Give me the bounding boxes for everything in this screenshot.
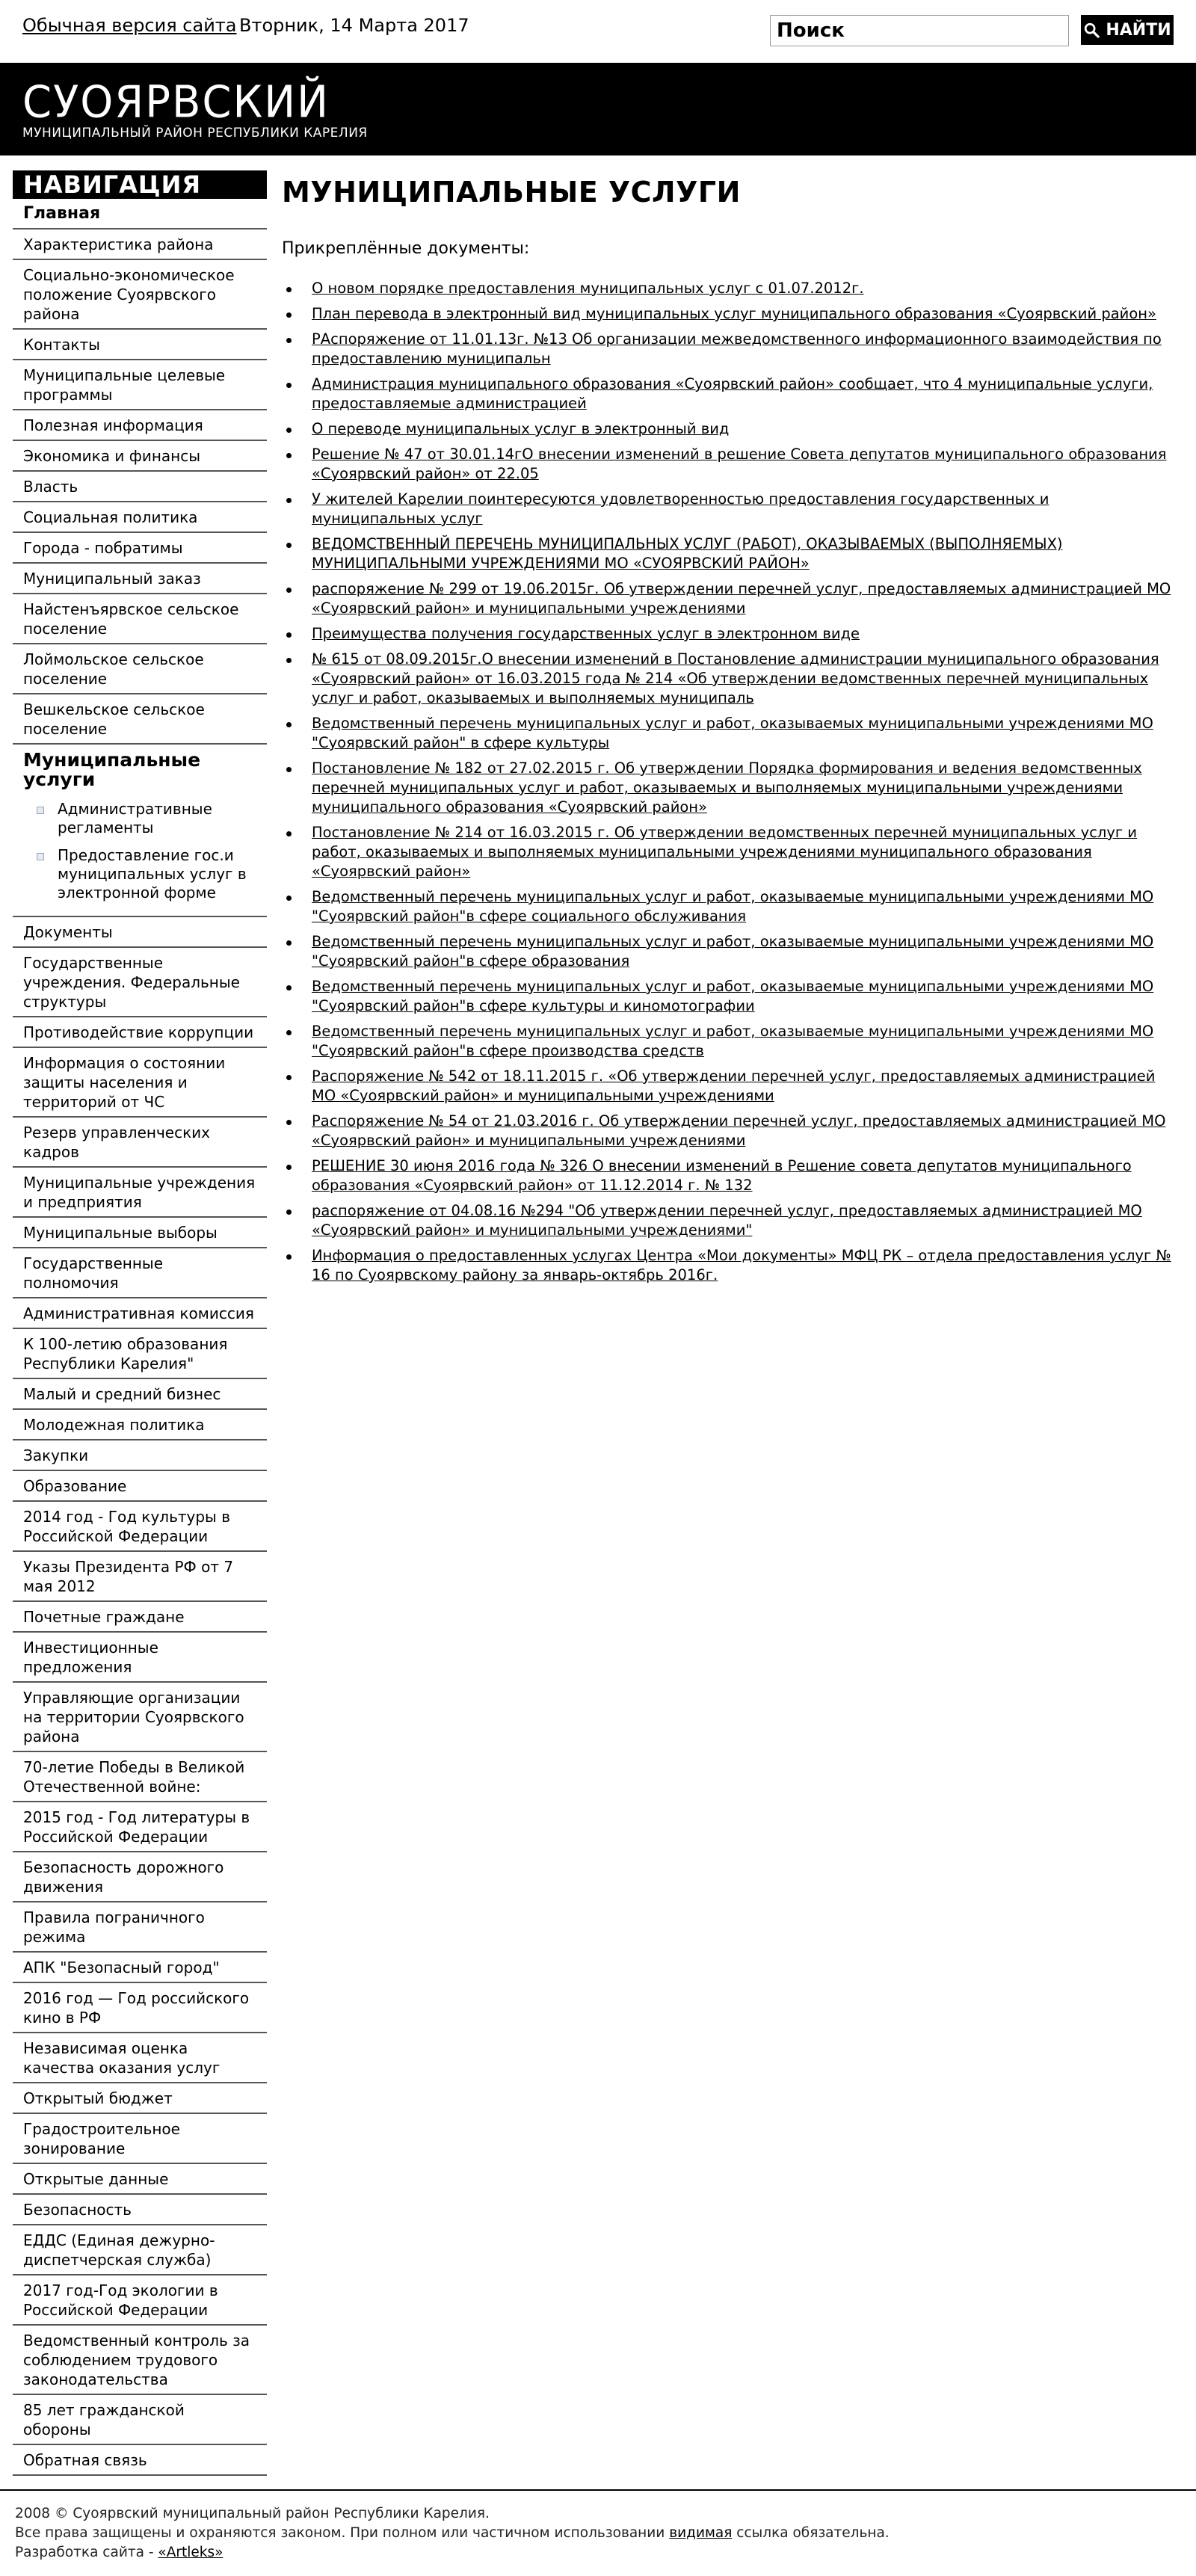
- sidebar-item[interactable]: К 100-летию образования Республики Карелия": [13, 1329, 267, 1379]
- list-item: [282, 650, 1174, 708]
- sidebar-item[interactable]: Административная комиссия: [13, 1298, 267, 1329]
- sidebar-item[interactable]: Лоймольское сельское поселение: [13, 644, 267, 694]
- sidebar-item[interactable]: Открытый бюджет: [13, 2083, 267, 2114]
- page-layout: [0, 155, 1196, 2476]
- footer-developer: [15, 2543, 1196, 2563]
- document-link[interactable]: ВЕДОМСТВЕННЫЙ ПЕРЕЧЕНЬ МУНИЦИПАЛЬНЫХ УСЛУГ (РАБОТ), ОКАЗЫВАЕМЫХ (ВЫПОЛНЯЕМЫХ) МУНИЦИПАЛЬНЫМИ УЧРЕЖДЕНИЯМИ МО «СУОЯРВСКИЙ РАЙОН»: [312, 535, 1063, 572]
- sidebar-item[interactable]: Экономика и финансы: [13, 441, 267, 472]
- plain-version-link[interactable]: Обычная версия сайта: [22, 15, 237, 36]
- sidebar-item[interactable]: 70-летие Победы в Великой Отечественной войне:: [13, 1752, 267, 1802]
- sidebar-item[interactable]: 2016 год — Год российского кино в РФ: [13, 1983, 267, 2033]
- list-item: [282, 624, 1174, 644]
- document-link[interactable]: План перевода в электронный вид муниципальных услуг муниципального образования «Суоярвский район»: [312, 305, 1156, 322]
- sidebar-navigation: [13, 170, 267, 2476]
- sidebar-item[interactable]: Вешкельское сельское поселение: [13, 694, 267, 745]
- sidebar-item[interactable]: Противодействие коррупции: [13, 1017, 267, 1048]
- sidebar-item[interactable]: Муниципальные целевые программы: [13, 360, 267, 410]
- sidebar-item[interactable]: Муниципальные выборы: [13, 1218, 267, 1248]
- footer-visible-link[interactable]: видимая: [669, 2525, 733, 2541]
- search-button[interactable]: [1081, 15, 1174, 45]
- footer-copyright: 2008 © Суоярвский муниципальный район Республики Карелия.: [15, 2506, 490, 2521]
- list-item: [282, 932, 1174, 971]
- main-content: [267, 170, 1196, 2476]
- search-button-label: НАЙТИ: [1106, 20, 1171, 40]
- list-item: [282, 304, 1174, 324]
- list-item: [282, 714, 1174, 753]
- sidebar-item[interactable]: 2014 год - Год культуры в Российской Федерации: [13, 1502, 267, 1552]
- sidebar-item[interactable]: Найстенъярвское сельское поселение: [13, 594, 267, 644]
- site-subtitle: МУНИЦИПАЛЬНЫЙ РАЙОН РЕСПУБЛИКИ КАРЕЛИЯ: [22, 126, 368, 141]
- list-item: [282, 445, 1174, 484]
- sidebar-item[interactable]: Обратная связь: [13, 2445, 267, 2476]
- sidebar-item[interactable]: Полезная информация: [13, 410, 267, 441]
- list-item: [282, 579, 1174, 618]
- nav-list: [13, 199, 267, 2476]
- footer-developer-text: Разработка сайта -: [15, 2545, 158, 2560]
- sidebar-item[interactable]: 2017 год-Год экологии в Российской Федерации: [13, 2275, 267, 2326]
- document-link[interactable]: У жителей Карелии поинтересуются удовлетворенностью предоставления государственных и муниципальных услуг: [312, 490, 1049, 527]
- document-link[interactable]: Ведомственный перечень муниципальных услуг и работ, оказываемые муниципальными учреждениями МО "Суоярвский район"в сфере социального обслуживания: [312, 888, 1154, 925]
- sidebar-subitem[interactable]: [13, 797, 267, 843]
- document-link[interactable]: Постановление № 214 от 16.03.2015 г. Об утверждении ведомственных перечней муниципальных услуг и работ, оказываемых и выполняемых муниципальными учреждениями муниципального образования «Суоярвский район»: [312, 824, 1138, 880]
- sidebar-item[interactable]: Города - побратимы: [13, 533, 267, 564]
- sidebar-item[interactable]: Малый и средний бизнес: [13, 1379, 267, 1410]
- sidebar-item[interactable]: Управляющие организации на территории Суоярвского района: [13, 1683, 267, 1752]
- sidebar-item[interactable]: Социально-экономическое положение Суоярвского района: [13, 260, 267, 330]
- top-bar: [0, 0, 1196, 63]
- sidebar-item[interactable]: Контакты: [13, 330, 267, 360]
- sidebar-item[interactable]: Образование: [13, 1471, 267, 1502]
- sidebar-item[interactable]: Градостроительное зонирование: [13, 2114, 267, 2164]
- document-link[interactable]: Ведомственный перечень муниципальных услуг и работ, оказываемые муниципальными учреждениями МО "Суоярвский район"в сфере производства средств: [312, 1023, 1154, 1059]
- sidebar-item[interactable]: Правила пограничного режима: [13, 1902, 267, 1953]
- document-link[interactable]: Распоряжение № 542 от 18.11.2015 г. «Об утверждении перечней услуг, предоставляемых администрацией МО «Суоярвский район» и муниципальными учреждениями: [312, 1067, 1156, 1104]
- search-icon: [1083, 22, 1100, 38]
- sidebar-item[interactable]: Указы Президента РФ от 7 мая 2012: [13, 1552, 267, 1602]
- sidebar-item[interactable]: 2015 год - Год литературы в Российской Федерации: [13, 1802, 267, 1852]
- sidebar-item[interactable]: Молодежная политика: [13, 1410, 267, 1440]
- sidebar-item-municipal-services[interactable]: Муниципальные услуги: [23, 749, 201, 790]
- list-item: [282, 887, 1174, 926]
- sidebar-item[interactable]: ЕДДС (Единая дежурно-диспетчерская служба): [13, 2225, 267, 2275]
- document-link[interactable]: Администрация муниципального образования «Суоярвский район» сообщает, что 4 муниципальные услуги, предоставляемые администрацией: [312, 375, 1153, 412]
- document-link[interactable]: РЕШЕНИЕ 30 июня 2016 года № 326 О внесении изменений в Решение совета депутатов муниципального образования «Суоярвский район» от 11.12.2014 г. № 132: [312, 1157, 1132, 1194]
- sidebar-item[interactable]: Закупки: [13, 1440, 267, 1471]
- sidebar-item[interactable]: 85 лет гражданской обороны: [13, 2395, 267, 2445]
- square-bullet-icon: [37, 807, 44, 814]
- page-title: МУНИЦИПАЛЬНЫЕ УСЛУГИ: [282, 176, 741, 209]
- document-link[interactable]: Преимущества получения государственных услуг в электронном виде: [312, 625, 860, 642]
- site-banner: [0, 63, 1196, 155]
- list-item: [282, 977, 1174, 1016]
- sidebar-item[interactable]: Независимая оценка качества оказания услуг: [13, 2033, 267, 2083]
- document-link[interactable]: Ведомственный перечень муниципальных услуг и работ, оказываемых муниципальными учреждениями МО "Суоярвский район" в сфере культуры: [312, 715, 1153, 751]
- list-item: [282, 490, 1174, 529]
- nav-title: НАВИГАЦИЯ: [13, 170, 267, 199]
- footer: [0, 2489, 1196, 2576]
- sidebar-item[interactable]: Информация о состоянии защиты населения и территорий от ЧС: [13, 1048, 267, 1118]
- sidebar-item[interactable]: Открытые данные: [13, 2164, 267, 2195]
- sidebar-item[interactable]: Документы: [13, 917, 267, 948]
- list-item: [282, 330, 1174, 369]
- sidebar-item[interactable]: Резерв управленческих кадров: [13, 1118, 267, 1168]
- document-link[interactable]: № 615 от 08.09.2015г.О внесении изменений в Постановление администрации муниципального образования «Суоярвский район» от 16.03.2015 года № 214 «Об утверждении ведомственных перечней муниципальных услуг и работ, оказываемых и выполняемых муниципаль: [312, 650, 1159, 706]
- sidebar-subitem-label: Предоставление гос.и муниципальных услуг в электронной форме: [58, 846, 247, 902]
- list-item: [282, 1246, 1174, 1285]
- square-bullet-icon: [37, 853, 44, 860]
- site-logo-title[interactable]: СУОЯРВСКИЙ: [22, 76, 330, 129]
- document-link[interactable]: Решение № 47 от 30.01.14гО внесении изменений в решение Совета депутатов муниципального образования «Суоярвский район» от 22.05: [312, 446, 1167, 482]
- list-item: [282, 1156, 1174, 1195]
- document-link[interactable]: Постановление № 182 от 27.02.2015 г. Об утверждении Порядка формирования и ведения ведомственных перечней муниципальных услуг и работ, оказываемых и выполняемых муниципальными учреждениями муниципального образования «Суоярвский район»: [312, 759, 1142, 816]
- list-item: [282, 1022, 1174, 1061]
- footer-developer-link[interactable]: «Artleks»: [158, 2545, 224, 2560]
- sidebar-subitem[interactable]: [13, 843, 267, 908]
- sidebar-item[interactable]: Почетные граждане: [13, 1602, 267, 1633]
- sidebar-item[interactable]: Безопасность: [13, 2195, 267, 2225]
- document-link[interactable]: Ведомственный перечень муниципальных услуг и работ, оказываемые муниципальными учреждениями МО "Суоярвский район"в сфере образования: [312, 933, 1154, 970]
- sidebar-item[interactable]: Муниципальные учреждения и предприятия: [13, 1168, 267, 1218]
- list-item: [282, 1201, 1174, 1240]
- search-input[interactable]: [770, 15, 1069, 46]
- sidebar-item[interactable]: Характеристика района: [13, 229, 267, 260]
- list-item: [282, 375, 1174, 413]
- document-link[interactable]: распоряжение от 04.08.16 №294 "Об утверждении перечней услуг, предоставляемых администрацией МО «Суоярвский район» и муниципальными учреждениями": [312, 1202, 1142, 1239]
- list-item: [282, 1067, 1174, 1106]
- document-link[interactable]: О переводе муниципальных услуг в электронный вид: [312, 420, 730, 437]
- list-item: [282, 534, 1174, 573]
- list-item: [282, 1112, 1174, 1150]
- footer-rights: [15, 2524, 1196, 2543]
- current-date: Вторник, 14 Марта 2017: [239, 15, 469, 36]
- documents-list: [282, 279, 1174, 1285]
- list-item: [282, 279, 1174, 298]
- list-item: [282, 759, 1174, 817]
- sidebar-item[interactable]: Безопасность дорожного движения: [13, 1852, 267, 1902]
- sidebar-subnav: [13, 792, 267, 917]
- footer-rights-text: Все права защищены и охраняются законом. При полном или частичном использовании: [15, 2525, 665, 2541]
- document-link[interactable]: РАспоряжение от 11.01.13г. №13 Об организации межведомственного информационного взаимодействия по предоставлению муниципальн: [312, 330, 1162, 367]
- sidebar-subitem-label: Административные регламенты: [58, 800, 212, 836]
- sidebar-item[interactable]: Социальная политика: [13, 502, 267, 533]
- sidebar-item[interactable]: Государственные учреждения. Федеральные структуры: [13, 948, 267, 1017]
- sidebar-item[interactable]: Власть: [13, 472, 267, 502]
- document-link[interactable]: Распоряжение № 54 от 21.03.2016 г. Об утверждении перечней услуг, предоставляемых администрацией МО «Суоярвский район» и муниципальными учреждениями: [312, 1112, 1166, 1149]
- sidebar-item[interactable]: Ведомственный контроль за соблюдением трудового законодательства: [13, 2326, 267, 2395]
- footer-rights-text-end: ссылка обязательна.: [736, 2525, 890, 2541]
- list-item: [282, 419, 1174, 439]
- document-link[interactable]: О новом порядке предоставления муниципальных услуг с 01.07.2012г.: [312, 280, 864, 297]
- sidebar-item[interactable]: Муниципальный заказ: [13, 564, 267, 594]
- document-link[interactable]: Ведомственный перечень муниципальных услуг и работ, оказываемые муниципальными учреждениями МО "Суоярвский район"в сфере культуры и киномотографии: [312, 978, 1154, 1014]
- sidebar-item[interactable]: АПК "Безопасный город": [13, 1953, 267, 1983]
- list-item: [282, 823, 1174, 881]
- sidebar-item-home[interactable]: Главная: [13, 199, 267, 229]
- document-link[interactable]: распоряжение № 299 от 19.06.2015г. Об утверждении перечней услуг, предоставляемых администрацией МО «Суоярвский район» и муниципальными учреждениями: [312, 580, 1171, 617]
- sidebar-item[interactable]: Инвестиционные предложения: [13, 1633, 267, 1683]
- sidebar-item[interactable]: Государственные полномочия: [13, 1248, 267, 1298]
- attached-documents-label: Прикреплённые документы:: [282, 239, 530, 258]
- document-link[interactable]: Информация о предоставленных услугах Центра «Мои документы» МФЦ РК – отдела предоставления услуг № 16 по Суоярвскому району за январь-октябрь 2016г.: [312, 1247, 1171, 1284]
